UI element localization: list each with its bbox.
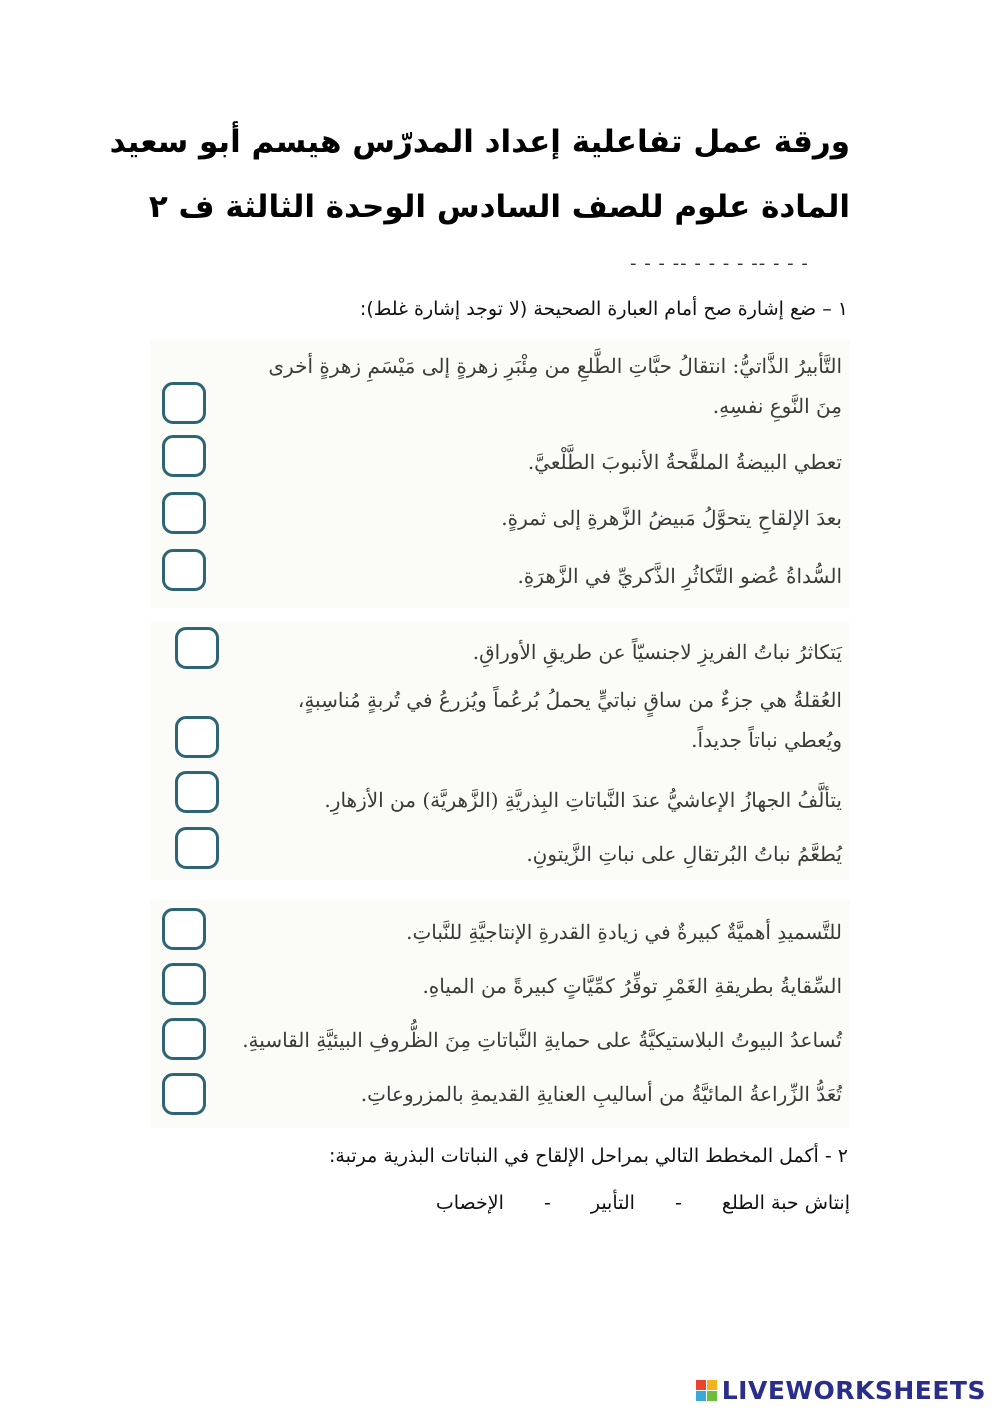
statement-8: يُطعَّمُ نباتُ البُرتقالِ على نباتِ الزَّيتونِ. xyxy=(526,842,842,866)
statement-5: يَتكاثرُ نباتُ الفريزِ لاجنسيّاً عن طريقِ الأوراقِ. xyxy=(472,640,842,664)
answer-box-10[interactable] xyxy=(162,963,206,1005)
answer-box-2[interactable] xyxy=(162,435,206,477)
word-pollination: التأبير xyxy=(590,1192,635,1214)
statement-2: تعطي البيضةُ الملقَّحةُ الأنبوبَ الطَّلْعيَّ. xyxy=(527,450,842,474)
question1-prompt: ١ – ضع إشارة صح أمام العبارة الصحيحة (لا توجد إشارة غلط): xyxy=(359,298,848,320)
statement-7: يتألَّفُ الجهازُ الإعاشيُّ عندَ النَّباتاتِ البِذريَّةِ (الزَّهريَّة) من الأزهارِ. xyxy=(324,788,842,812)
statement-12: تُعَدُّ الزِّراعةُ المائيَّةُ من أساليبِ العنايةِ القديمةِ بالمزروعاتِ. xyxy=(360,1082,842,1106)
answer-box-12[interactable] xyxy=(162,1073,206,1115)
statement-1: التَّأبيرُ الذَّاتيُّ: انتقالُ حبَّاتِ الطَّلعِ من مِئْبَرِ زهرةٍ إلى مَيْسَمِ زهرةٍ أخرى مِنَ النَّوعِ نفسِهِ. xyxy=(268,354,842,418)
answer-box-7[interactable] xyxy=(175,771,219,813)
answer-box-5[interactable] xyxy=(175,627,219,669)
subject-line: المادة علوم للصف السادس الوحدة الثالثة ف ٢ xyxy=(148,189,850,225)
statement-6: العُقلةُ هي جزءٌ من ساقٍ نباتيٍّ يحملُ بُرعُماً ويُزرعُ في تُربةٍ مُناسِبةٍ، ويُعطي نباتاً جديداً. xyxy=(297,688,842,752)
statement-3: بعدَ الإلقاحِ يتحوَّلُ مَبيضُ الزَّهرةِ إلى ثمرةٍ. xyxy=(501,506,842,530)
answer-box-11[interactable] xyxy=(162,1018,206,1060)
word-fertilization: الإخصاب xyxy=(435,1192,504,1214)
logo-text: LIVEWORKSHEETS xyxy=(721,1376,986,1405)
answer-box-1[interactable] xyxy=(162,382,206,424)
statement-11: تُساعدُ البيوتُ البلاستيكيَّةُ على حمايةِ النَّباتاتِ مِنَ الظُّروفِ البيئيَّةِ القاسيةِ. xyxy=(242,1028,842,1052)
worksheet-title: ورقة عمل تفاعلية إعداد المدرّس هيسم أبو سعيد xyxy=(109,124,850,160)
answer-box-4[interactable] xyxy=(162,549,206,591)
question2-word-bank xyxy=(402,1192,850,1214)
liveworksheets-logo xyxy=(696,1376,986,1405)
statement-4: السُّداةُ عُضو التَّكاثُرِ الذَّكريِّ في الزَّهرَةِ. xyxy=(517,564,842,588)
word-separator: - xyxy=(675,1192,682,1214)
answer-box-9[interactable] xyxy=(162,908,206,950)
statement-9: للتَّسميدِ أهميَّةٌ كبيرةٌ في زيادةِ القدرةِ الإنتاجيَّةِ للنَّباتِ. xyxy=(406,920,842,944)
liveworksheets-logo-icon xyxy=(696,1380,718,1402)
question2-prompt: ٢ - أكمل المخطط التالي بمراحل الإلقاح في النباتات البذرية مرتبة: xyxy=(329,1145,848,1167)
answer-box-3[interactable] xyxy=(162,492,206,534)
answer-box-6[interactable] xyxy=(175,716,219,758)
statement-10: السِّقايةُ بطريقةِ الغَمْرِ توفِّرُ كمِّيَّاتٍ كبيرةً من المياهِ. xyxy=(422,974,842,998)
word-pollen-germination: إنتاش حبة الطلع xyxy=(721,1192,850,1214)
dashed-separator: - - - -- - - - - -- - - - xyxy=(630,253,809,274)
answer-box-8[interactable] xyxy=(175,827,219,869)
word-separator: - xyxy=(543,1192,551,1214)
